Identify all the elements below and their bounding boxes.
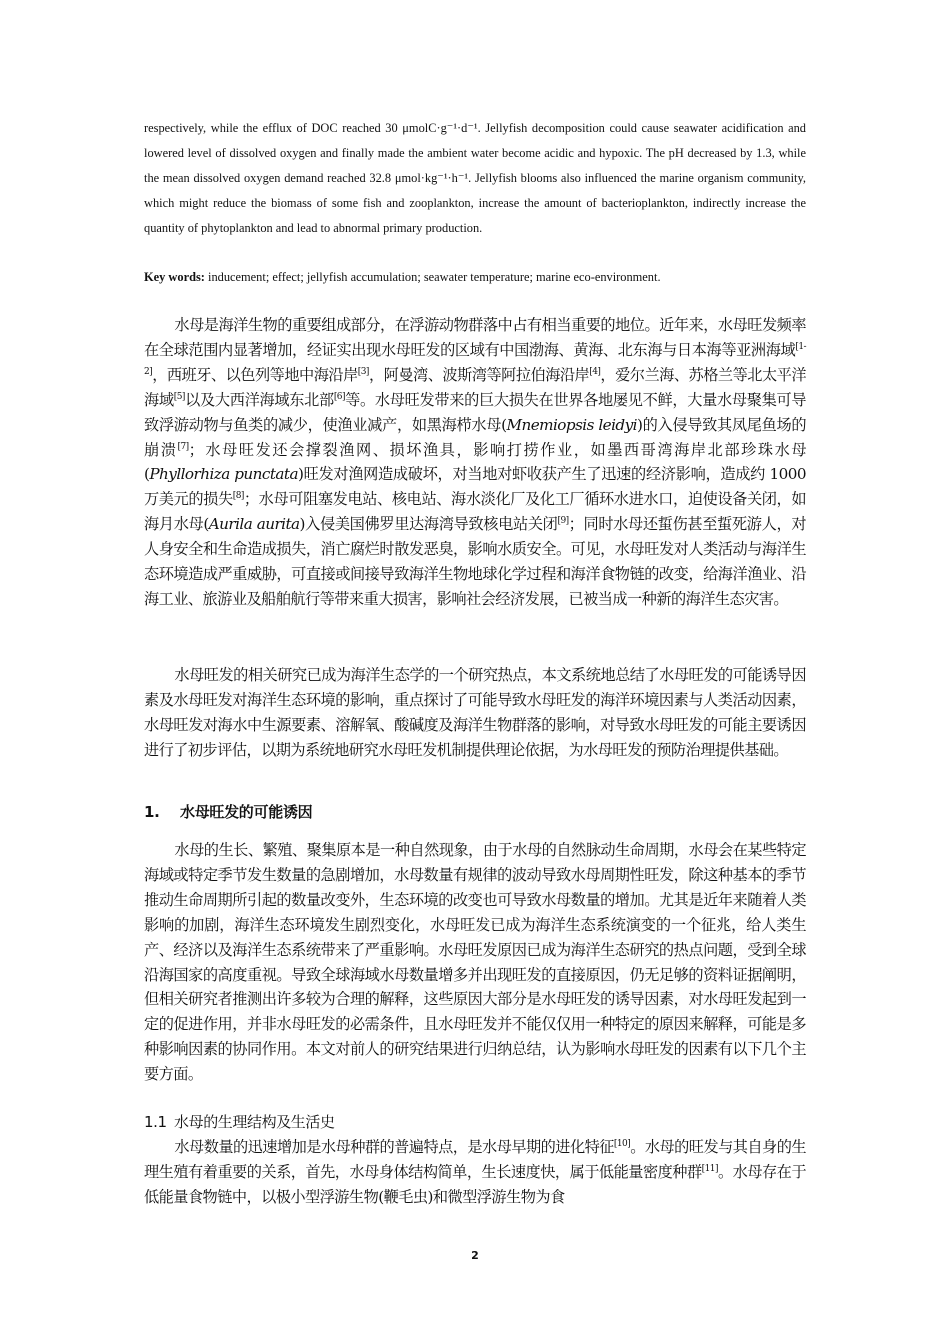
citation-9: [9] bbox=[557, 516, 569, 527]
text-run: ；同时水母还蜇伤甚至蜇死游人，对人身安全和生命造成损失，消亡腐烂时散发恶臭，影响水质安全。可见，水母旺发对人类活动与海洋生态环境造成严重威胁，可直接或间接导致海洋生物地球化学过程和海洋食物链的改变，给海洋渔业、沿海工业、旅游业及船舶航行等带来重大损害，影响社会经济发展，已被当成一种新的海洋生态灾害。 bbox=[144, 515, 806, 608]
intro-paragraph-2 bbox=[144, 663, 806, 763]
text-run: ，阿曼湾、波斯湾等阿拉伯海沿岸 bbox=[368, 365, 590, 384]
text-run: ；水母可阻塞发电站、核电站、海水淡化厂及化工厂循环水进水口，迫使设备关闭，如海月水母( bbox=[144, 490, 806, 534]
keywords-line bbox=[144, 265, 806, 289]
text-run: ；水母旺发还会撑裂渔网、损坏渔具，影响打捞作业，如墨西哥湾海岸北部珍珠水母( bbox=[144, 440, 807, 484]
text-run: ，爱尔兰海、苏格兰等北太平洋海域 bbox=[144, 365, 806, 409]
subsection-number: 1.1 bbox=[144, 1113, 167, 1131]
text-run: )的入侵导致其凤尾鱼场的崩溃 bbox=[144, 415, 806, 459]
citation-6: [6] bbox=[333, 391, 345, 402]
abstract-text: respectively, while the efflux of DOC reached 30 μmolC·g⁻¹·d⁻¹. Jellyfish decomposition could cause seawater acidification and lowered level of dissolved oxygen and finally made the ambient water become acidic and hypoxic. The pH decreased by 1.3, while the mean dissolved oxygen demand reached 32.8 μmol·kg⁻¹·h⁻¹. Jellyfish blooms also influenced the marine organism community, which might reduce the biomass of some fish and zooplankton, increase the amount of bacterioplankton, indirectly increase the quantity of phytoplankton and lead to abnormal primary production. bbox=[144, 121, 806, 235]
paragraph-text: 水母旺发的相关研究已成为海洋生态学的一个研究热点，本文系统地总结了水母旺发的可能诱导因素及水母旺发对海洋生态环境的影响，重点探讨了可能导致水母旺发的海洋环境因素与人类活动因素，水母旺发对海水中生源要素、溶解氧、酸碱度及海洋生物群落的影响，对导致水母旺发的可能主要诱因进行了初步评估，以期为系统地研究水母旺发机制提供理论依据，为水母旺发的预防治理提供基础。 bbox=[144, 666, 806, 759]
keywords-text: inducement; effect; jellyfish accumulation; seawater temperature; marine eco-environment. bbox=[204, 270, 661, 284]
section-number: 1. bbox=[144, 803, 160, 821]
intro-paragraph-1 bbox=[144, 313, 806, 612]
section-heading-1 bbox=[144, 801, 312, 822]
text-run: ，西班牙、以色列等地中海沿岸 bbox=[152, 365, 358, 384]
text-run: 水母是海洋生物的重要组成部分，在浮游动物群落中占有相当重要的地位。近年来，水母旺发频率在全球范围内显著增加，经证实出现水母旺发的区域有中国渤海、黄海、北东海与日本海等亚洲海域 bbox=[144, 316, 806, 359]
text-run: 以及大西洋海域东北部 bbox=[184, 390, 334, 409]
species-name: Mnemiopsis leidyi bbox=[506, 415, 637, 434]
page-number: 2 bbox=[471, 1249, 479, 1262]
keywords-label: Key words: bbox=[144, 270, 205, 284]
english-abstract-continuation bbox=[144, 116, 806, 241]
citation-1-2: [1-2] bbox=[144, 341, 806, 377]
citation-11: [11] bbox=[701, 1163, 718, 1174]
text-run: 。水母的旺发与其自身的生理生殖有着重要的关系，首先，水母身体结构简单，生长速度快，属于低能量密度种群 bbox=[144, 1138, 806, 1181]
citation-8: [8] bbox=[232, 491, 244, 502]
subsection-heading-1-1 bbox=[144, 1111, 335, 1132]
text-run: 水母数量的迅速增加是水母种群的普遍特点，是水母早期的进化特征 bbox=[174, 1138, 614, 1156]
paragraph-text: 水母的生长、繁殖、聚集原本是一种自然现象，由于水母的自然脉动生命周期，水母会在某些特定海域或特定季节发生数量的急剧增加，水母数量有规律的波动导致水母周期性旺发，除这种基本的季节推动生命周期所引起的数量改变外，生态环境的改变也可导致水母数量的增加。尤其是近年来随着人类影响的加剧，海洋生态环境发生剧烈变化，水母旺发已成为海洋生态系统演变的一个征兆，给人类生产、经济以及海洋生态系统带来了严重影响。水母旺发原因已成为海洋生态研究的热点问题，受到全球沿海国家的高度重视。导致全球海域水母数量增多并出现旺发的直接原因，仍无足够的资料证据阐明，但相关研究者推测出许多较为合理的解释，这些原因大部分是水母旺发的诱导因素，对水母旺发起到一定的促进作用，并非水母旺发的必需条件，且水母旺发并不能仅仅用一种特定的原因来解释，可能是多种影响因素的协同作用。本文对前人的研究结果进行归纳总结，认为影响水母旺发的因素有以下几个主要方面。 bbox=[144, 841, 806, 1084]
text-run: )旺发对渔网造成破坏，对当地对虾收获产生了迅速的经济影响，造成约 1000 万美元的损失 bbox=[144, 465, 806, 509]
citation-7: [7] bbox=[177, 441, 189, 452]
section1-paragraph bbox=[144, 838, 806, 1087]
species-name: Aurila aurita bbox=[208, 515, 300, 534]
species-name: Phyllorhiza punctata bbox=[149, 465, 298, 484]
citation-3: [3] bbox=[357, 366, 369, 377]
citation-4: [4] bbox=[589, 366, 601, 377]
subsection11-paragraph bbox=[144, 1135, 806, 1210]
text-run: 等。水母旺发带来的巨大损失在世界各地屡见不鲜，大量水母聚集可导致浮游动物与鱼类的减少，使渔业减产，如黑海栉水母( bbox=[144, 390, 806, 434]
subsection-title: 水母的生理结构及生活史 bbox=[174, 1113, 335, 1131]
text-run: 。水母存在于低能量食物链中，以极小型浮游生物(鞭毛虫)和微型浮游生物为食 bbox=[144, 1162, 806, 1206]
citation-5: [5] bbox=[173, 391, 185, 402]
section-title: 水母旺发的可能诱因 bbox=[180, 803, 313, 821]
citation-10: [10] bbox=[613, 1138, 631, 1149]
text-run: )入侵美国佛罗里达海湾导致核电站关闭 bbox=[299, 515, 558, 534]
